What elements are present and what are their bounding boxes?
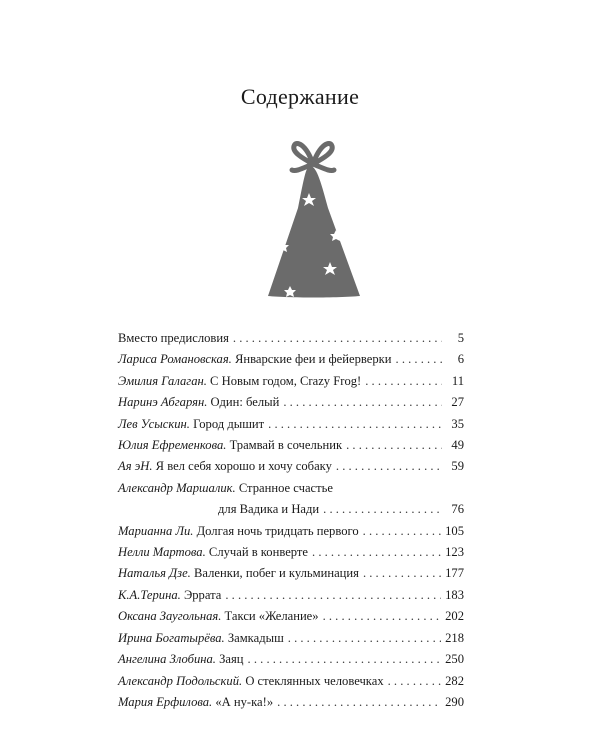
toc-author: Наринэ Абгарян. bbox=[118, 395, 208, 410]
toc-entry[interactable] bbox=[118, 392, 464, 413]
toc-title: С Новым годом, Crazy Frog! bbox=[210, 373, 362, 388]
toc-page-number: 49 bbox=[451, 438, 464, 453]
toc-author: Мария Ерфилова. bbox=[118, 694, 213, 709]
toc-author: К.А.Терина. bbox=[118, 587, 181, 602]
toc-author: Ангелина Злобина. bbox=[118, 652, 216, 667]
toc-leader-dots bbox=[363, 521, 441, 542]
toc-page-number: 282 bbox=[445, 673, 464, 688]
christmas-tree-icon bbox=[258, 138, 368, 298]
toc-entry[interactable] bbox=[118, 692, 464, 713]
toc-author: Нелли Мартова. bbox=[118, 545, 206, 560]
toc-entry[interactable] bbox=[118, 542, 464, 563]
toc-leader-dots bbox=[277, 692, 441, 713]
toc-leader-dots bbox=[268, 414, 442, 435]
toc-leader-dots bbox=[288, 628, 441, 649]
toc-entry[interactable] bbox=[118, 478, 464, 499]
toc-title: Вместо предисловия bbox=[118, 331, 229, 345]
toc-title: Замкадыш bbox=[227, 630, 284, 645]
toc-page-number: 6 bbox=[457, 352, 464, 367]
toc-title: Январские феи и фейерверки bbox=[235, 352, 392, 367]
toc-entry[interactable] bbox=[118, 349, 464, 370]
toc-title: Заяц bbox=[219, 652, 244, 667]
toc-entry[interactable] bbox=[118, 606, 464, 627]
toc-page-number: 202 bbox=[445, 609, 464, 624]
toc-page-number: 11 bbox=[451, 373, 464, 388]
page-title: Содержание bbox=[240, 84, 360, 109]
toc-title: Долгая ночь тридцать первого bbox=[196, 523, 359, 538]
bow-icon bbox=[292, 143, 334, 170]
toc-page-number: 27 bbox=[451, 395, 464, 410]
toc-leader-dots bbox=[233, 328, 442, 349]
toc-entry[interactable] bbox=[118, 585, 464, 606]
toc-leader-dots bbox=[365, 371, 442, 392]
toc-author: Оксана Заугольная. bbox=[118, 609, 222, 624]
toc-author: Ая эН. bbox=[118, 459, 153, 474]
toc-author: Наталья Дзе. bbox=[118, 566, 191, 581]
toc-leader-dots bbox=[248, 649, 442, 670]
toc-leader-dots bbox=[312, 542, 441, 563]
toc-leader-dots bbox=[363, 563, 441, 584]
toc-title: для Вадика и Нади bbox=[218, 502, 320, 517]
toc-page-number: 290 bbox=[445, 694, 464, 709]
toc-title: Странное счастье bbox=[238, 480, 333, 495]
toc-author: Эмилия Галаган. bbox=[118, 373, 207, 388]
toc-entry[interactable] bbox=[118, 435, 464, 456]
toc-title: О стеклянных человечках bbox=[245, 673, 384, 688]
toc-title: Трамвай в сочельник bbox=[229, 438, 343, 453]
toc-entry-continuation[interactable] bbox=[118, 499, 464, 520]
toc-title: Такси «Желание» bbox=[224, 609, 319, 624]
toc-author: Ирина Богатырёва. bbox=[118, 630, 225, 645]
toc-entry[interactable] bbox=[118, 456, 464, 477]
toc-leader-dots bbox=[323, 499, 442, 520]
toc-leader-dots bbox=[396, 349, 442, 370]
toc-page-number: 183 bbox=[445, 587, 464, 602]
toc-leader-dots bbox=[225, 585, 441, 606]
toc-title: Эррата bbox=[183, 587, 222, 602]
toc-title: Город дышит bbox=[193, 416, 265, 431]
toc-leader-dots bbox=[283, 392, 442, 413]
toc-page-number: 250 bbox=[445, 652, 464, 667]
toc-page-number: 35 bbox=[451, 416, 464, 431]
toc-author: Юлия Ефременкова. bbox=[118, 438, 227, 453]
toc-title: Один: белый bbox=[210, 395, 280, 410]
toc-page-number: 59 bbox=[451, 459, 464, 474]
toc-author: Марианна Ли. bbox=[118, 523, 194, 538]
toc-author: Александр Подольский. bbox=[118, 673, 243, 688]
table-of-contents bbox=[118, 328, 464, 713]
toc-entry[interactable] bbox=[118, 563, 464, 584]
toc-title: Случай в конверте bbox=[208, 545, 309, 560]
tree-body bbox=[268, 166, 360, 298]
toc-author: Александр Маршалик. bbox=[118, 480, 236, 495]
toc-leader-dots bbox=[323, 606, 442, 627]
toc-page-number: 177 bbox=[445, 566, 464, 581]
toc-title: «А ну-ка!» bbox=[215, 694, 274, 709]
toc-author: Лев Усыскин. bbox=[118, 416, 190, 431]
toc-leader-dots bbox=[346, 435, 442, 456]
toc-author: Лариса Романовская. bbox=[118, 352, 232, 367]
toc-entry[interactable] bbox=[118, 328, 464, 349]
toc-entry[interactable] bbox=[118, 371, 464, 392]
toc-leader-dots bbox=[388, 671, 441, 692]
toc-title: Валенки, побег и кульминация bbox=[193, 566, 359, 581]
toc-entry[interactable] bbox=[118, 521, 464, 542]
toc-entry[interactable] bbox=[118, 649, 464, 670]
toc-entry[interactable] bbox=[118, 671, 464, 692]
toc-page-number: 123 bbox=[445, 545, 464, 560]
toc-page-number: 105 bbox=[445, 523, 464, 538]
toc-page-number: 76 bbox=[451, 502, 464, 517]
toc-entry[interactable] bbox=[118, 628, 464, 649]
toc-entry[interactable] bbox=[118, 414, 464, 435]
toc-page-number: 218 bbox=[445, 630, 464, 645]
toc-title: Я вел себя хорошо и хочу собаку bbox=[155, 459, 332, 474]
toc-page-number: 5 bbox=[457, 331, 464, 345]
toc-leader-dots bbox=[336, 456, 442, 477]
